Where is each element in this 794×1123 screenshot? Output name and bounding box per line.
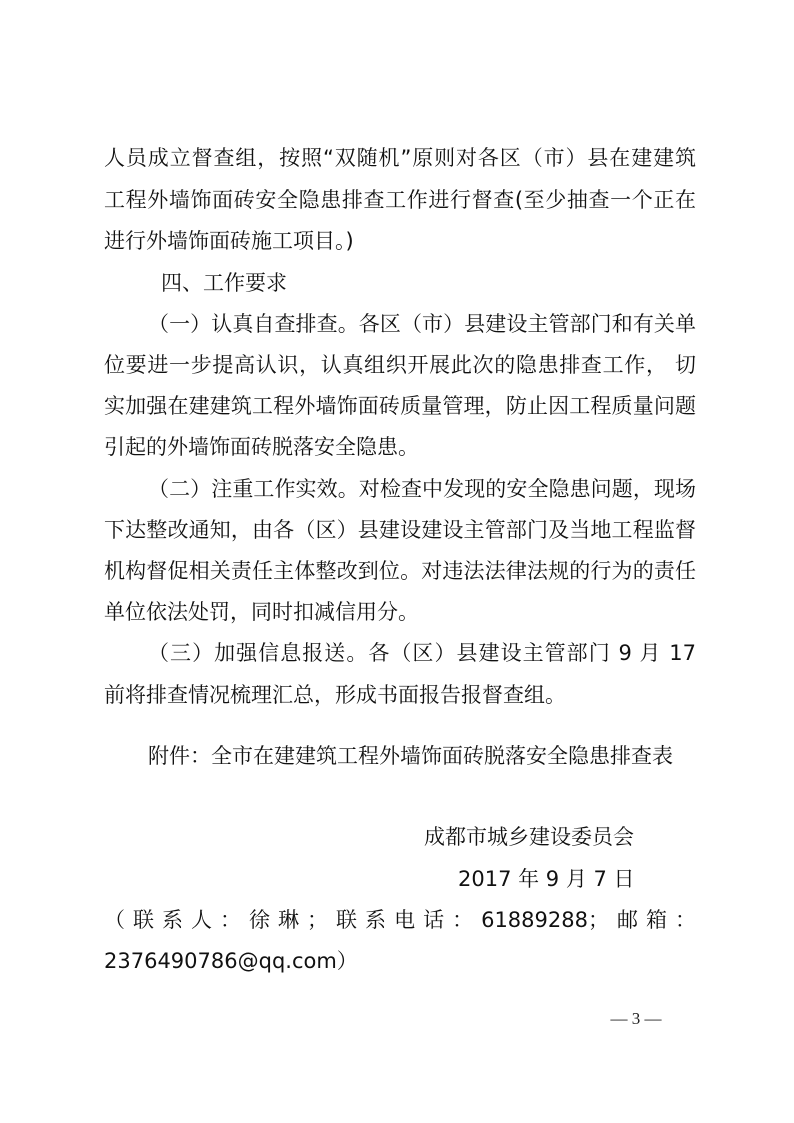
paragraph-line: 前将排查情况梳理汇总，形成书面报告报督查组。 — [104, 683, 566, 707]
paragraph-line: 人员成立督查组，按照“双随机”原则对各区（市）县在建建筑 — [104, 146, 696, 170]
paragraph-line: （一）认真自查排查。各区（市）县建设主管部门和有关单 — [148, 312, 696, 336]
paragraph-line: （二）注重工作实效。对检查中发现的安全隐患问题，现场 — [148, 477, 696, 501]
signature-date: 2017 年 9 月 7 日 — [458, 867, 635, 891]
paragraph-line: 进行外墙饰面砖施工项目。) — [104, 229, 354, 253]
signature-organization: 成都市城乡建设委员会 — [424, 825, 634, 849]
paragraph-line: 下达整改通知，由各（区）县建设建设主管部门及当地工程监督 — [104, 518, 696, 542]
paragraph-line: 工程外墙饰面砖安全隐患排查工作进行督查(至少抽查一个正在 — [104, 188, 696, 212]
paragraph-line: （三）加强信息报送。各（区）县建设主管部门 9 月 17 — [148, 641, 696, 665]
section-heading: 四、工作要求 — [161, 271, 287, 295]
contact-email: 2376490786@qq.com） — [104, 949, 358, 973]
page-number: — 3 — — [610, 1009, 662, 1028]
paragraph-line: 机构督促相关责任主体整改到位。对违法法律法规的行为的责任 — [104, 559, 696, 583]
paragraph-line: 位要进一步提高认识，认真组织开展此次的隐患排查工作， 切 — [104, 353, 696, 377]
attachment-note: 附件：全市在建建筑工程外墙饰面砖脱落安全隐患排查表 — [148, 744, 673, 768]
paragraph-line: 引起的外墙饰面砖脱落安全隐患。 — [104, 435, 419, 459]
paragraph-line: 实加强在建建筑工程外墙饰面砖质量管理，防止因工程质量问题 — [104, 394, 696, 418]
contact-line: （联系人：徐琳；联系电话：61889288；邮箱： — [104, 908, 696, 932]
paragraph-line: 单位依法处罚，同时扣减信用分。 — [104, 600, 419, 624]
